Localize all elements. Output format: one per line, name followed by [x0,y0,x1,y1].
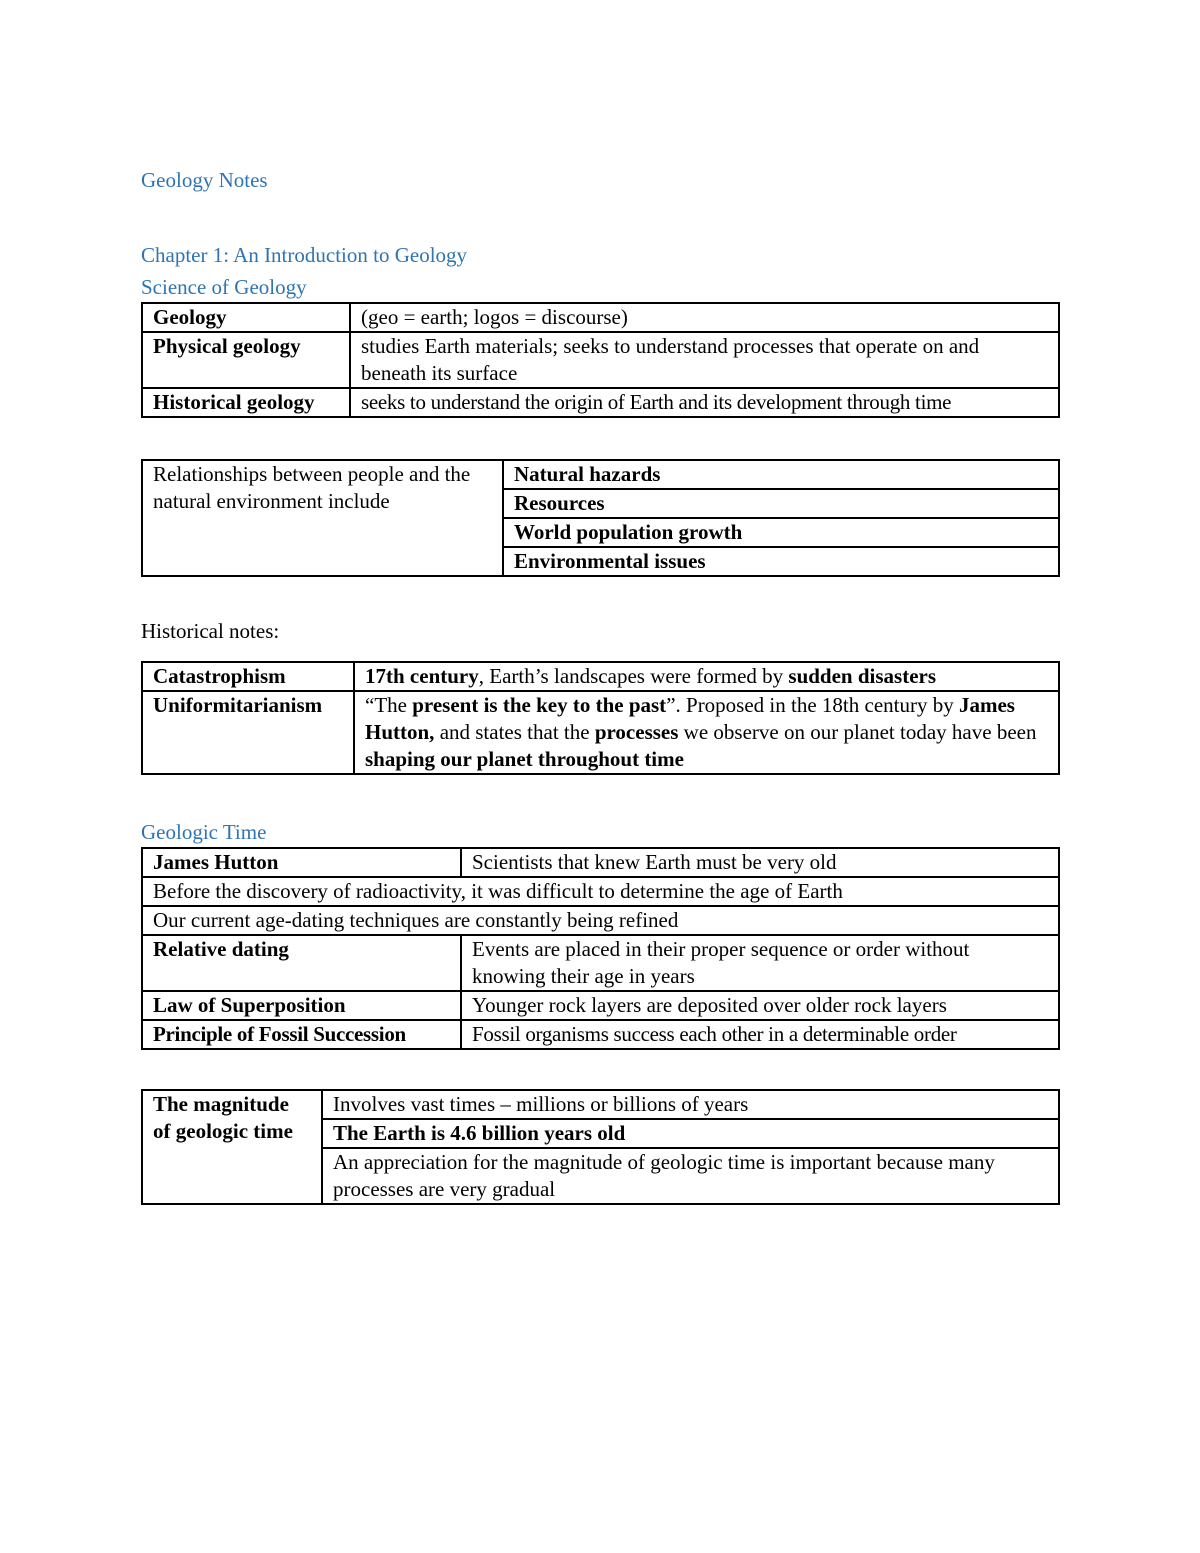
statement-cell: Our current age-dating techniques are constantly being refined [142,906,1059,935]
table-row [142,877,1059,906]
definition-cell: studies Earth materials; seeks to understand processes that operate on and beneath its surface [350,332,1059,388]
term-cell: James Hutton [142,848,461,877]
term-cell: Physical geology [142,332,350,388]
table-row [142,935,1059,991]
table-row [142,662,1059,691]
table-row [142,460,1059,489]
term-cell: Law of Superposition [142,991,461,1020]
table-row [142,388,1059,417]
definition-cell [354,691,1059,774]
table-row [142,848,1059,877]
definition-cell [322,1119,1059,1148]
magnitude-label: The magnitude of geologic time [142,1090,322,1204]
statement-cell: Before the discovery of radioactivity, it was difficult to determine the age of Earth [142,877,1059,906]
table-row [142,991,1059,1020]
emphasis: The Earth is [333,1121,451,1145]
text-span: we observe on our planet today have been [678,720,1037,744]
section-heading-science: Science of Geology [141,275,307,299]
section-heading-geologic-time: Geologic Time [141,820,267,844]
term-cell: Catastrophism [142,662,354,691]
relationships-intro: Relationships between people and the natural environment include [142,460,503,576]
text-span: ”. Proposed in the 18th century by [666,693,959,717]
emphasis: 4.6 billion years old [450,1121,626,1145]
table-row [142,1090,1059,1119]
definition-cell: (geo = earth; logos = discourse) [350,303,1059,332]
table-row [142,906,1059,935]
list-item: Natural hazards [503,460,1059,489]
emphasis: 17th century [365,664,479,688]
table-row [142,303,1059,332]
list-item: Resources [503,489,1059,518]
list-item: World population growth [503,518,1059,547]
emphasis: James Hutton, [365,693,1015,744]
chapter-heading: Chapter 1: An Introduction to Geology [141,243,468,267]
term-cell: Historical geology [142,388,350,417]
term-cell: Principle of Fossil Succession [142,1020,461,1049]
definition-cell [354,662,1059,691]
term-cell: Relative dating [142,935,461,991]
text-span: , Earth’s landscapes were formed by [478,664,789,688]
term-cell: Geology [142,303,350,332]
emphasis: present is the key to the past [412,693,667,717]
table-row [142,332,1059,388]
table-row [142,1020,1059,1049]
definition-cell: An appreciation for the magnitude of geologic time is important because many processes are very gradual [322,1148,1059,1204]
definition-cell: Events are placed in their proper sequence or order without knowing their age in years [461,935,1059,991]
text-span: “The [365,693,413,717]
list-item: Environmental issues [503,547,1059,576]
definition-cell: Younger rock layers are deposited over older rock layers [461,991,1059,1020]
emphasis: shaping our planet throughout time [365,747,684,771]
historical-notes-label: Historical notes: [141,619,280,643]
emphasis: processes [594,720,679,744]
definition-cell: seeks to understand the origin of Earth and its development through time [350,388,1059,417]
historical-table [141,661,1060,775]
doc-title: Geology Notes [141,168,268,192]
emphasis: sudden disasters [788,664,937,688]
definition-cell: Fossil organisms success each other in a determinable order [461,1020,1059,1049]
relationships-table [141,459,1060,577]
table-row [142,691,1059,774]
science-table [141,302,1060,418]
term-cell: Uniformitarianism [142,691,354,774]
magnitude-table [141,1089,1060,1205]
geologic-time-table [141,847,1060,1050]
definition-cell: Involves vast times – millions or billions of years [322,1090,1059,1119]
definition-cell: Scientists that knew Earth must be very old [461,848,1059,877]
text-span: and states that the [434,720,595,744]
